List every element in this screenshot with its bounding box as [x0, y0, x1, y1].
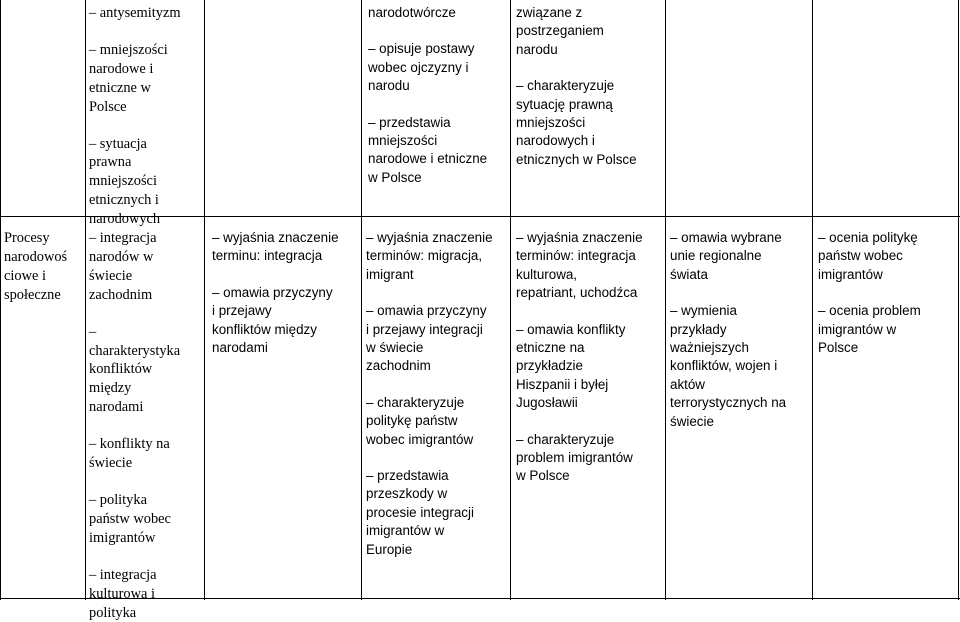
- paragraph-gap: [516, 303, 662, 321]
- cell-text: Polsce: [89, 99, 127, 115]
- cell-text-line: [368, 40, 506, 58]
- cell-text-line: [89, 60, 199, 79]
- column-divider: [204, 0, 205, 600]
- cell-text-line: [89, 248, 199, 267]
- bullet-dash: –: [366, 230, 377, 245]
- cell-text: przedstawia: [379, 115, 450, 130]
- cell-text: wobec imigrantów: [366, 432, 473, 447]
- table-cell: [368, 4, 506, 187]
- cell-text-line: [212, 229, 358, 247]
- cell-text-line: [89, 360, 199, 379]
- table-cell: [366, 229, 508, 559]
- bullet-dash: –: [516, 322, 527, 337]
- bullet-dash: –: [670, 230, 681, 245]
- cell-text-line: [516, 266, 662, 284]
- cell-text: w Polsce: [368, 170, 422, 185]
- cell-text: politykę państw: [366, 413, 458, 428]
- cell-text-line: [516, 96, 662, 114]
- cell-text-line: [818, 321, 956, 339]
- cell-text: sytuację prawną: [516, 97, 613, 112]
- cell-text-line: [366, 485, 508, 503]
- cell-text-line: [366, 412, 508, 430]
- cell-text-line: [212, 321, 358, 339]
- cell-text: omawia wybrane: [681, 230, 781, 245]
- cell-text-line: [516, 339, 662, 357]
- cell-text: konflikty na: [100, 436, 170, 452]
- bullet-dash: –: [366, 303, 377, 318]
- paragraph-gap: [366, 284, 508, 302]
- cell-text: etniczne na: [516, 340, 585, 355]
- paragraph-gap: [516, 413, 662, 431]
- cell-text: imigrantów w: [818, 322, 896, 337]
- cell-text-line: [89, 79, 199, 98]
- cell-text: świecie: [89, 268, 132, 284]
- cell-text-line: [212, 302, 358, 320]
- cell-text-line: [366, 302, 508, 320]
- cell-text-line: [368, 114, 506, 132]
- cell-text-line: [516, 77, 662, 95]
- cell-text: przedstawia: [377, 468, 448, 483]
- cell-text: przykładzie: [516, 358, 583, 373]
- cell-text: polityka: [89, 605, 136, 621]
- paragraph-gap: [89, 117, 199, 135]
- cell-text-line: [89, 323, 199, 342]
- cell-text-line: [366, 431, 508, 449]
- cell-text: ciowe i: [4, 268, 46, 284]
- cell-text: mniejszości: [89, 173, 157, 189]
- cell-text: narodowych i: [516, 133, 595, 148]
- cell-text-line: [670, 302, 810, 320]
- cell-text: polityka: [100, 492, 147, 508]
- cell-text-line: [212, 284, 358, 302]
- cell-text: narodotwórcze: [368, 5, 456, 20]
- cell-text: etniczne w: [89, 80, 151, 96]
- table-cell: [670, 229, 810, 431]
- paragraph-gap: [212, 266, 358, 284]
- cell-text-line: [89, 435, 199, 454]
- cell-text: konfliktów: [89, 361, 152, 377]
- cell-text: narodami: [89, 399, 143, 415]
- cell-text: mniejszości: [100, 42, 168, 58]
- table-cell: [516, 229, 662, 486]
- cell-text-line: [89, 229, 199, 248]
- cell-text-line: [670, 321, 810, 339]
- cell-text: świata: [670, 267, 708, 282]
- cell-text-line: [516, 357, 662, 375]
- cell-text: charakterystyka: [89, 343, 180, 359]
- cell-text: terminów: migracja,: [366, 248, 482, 263]
- cell-text-line: [89, 585, 199, 604]
- cell-text-line: [89, 342, 199, 361]
- cell-text: Jugosławii: [516, 395, 578, 410]
- cell-text-line: [366, 321, 508, 339]
- cell-text: integracja: [100, 230, 157, 246]
- cell-text-line: [516, 229, 662, 247]
- paragraph-gap: [516, 59, 662, 77]
- cell-text-line: [516, 431, 662, 449]
- cell-text-line: [89, 4, 199, 23]
- cell-text-line: [670, 229, 810, 247]
- cell-text-line: [366, 229, 508, 247]
- cell-text: zachodnim: [89, 287, 152, 303]
- cell-text: prawna: [89, 154, 131, 170]
- cell-text: w świecie: [366, 340, 423, 355]
- cell-text: etnicznych i: [89, 192, 159, 208]
- bullet-dash: –: [212, 285, 223, 300]
- bullet-dash: –: [89, 5, 100, 21]
- bullet-dash: –: [366, 468, 377, 483]
- cell-text-line: [4, 248, 84, 267]
- bullet-dash: –: [89, 436, 100, 452]
- cell-text: społeczne: [4, 287, 61, 303]
- bullet-dash: –: [368, 115, 379, 130]
- cell-text: ocenia problem: [829, 303, 921, 318]
- cell-text: mniejszości: [368, 133, 437, 148]
- cell-text: Hiszpanii i byłej: [516, 377, 608, 392]
- cell-text: narodowych: [89, 211, 160, 227]
- cell-text-line: [89, 41, 199, 60]
- cell-text-line: [516, 321, 662, 339]
- cell-text: charakteryzuje: [527, 78, 614, 93]
- cell-text-line: [818, 229, 956, 247]
- cell-text-line: [212, 339, 358, 357]
- cell-text-line: [89, 566, 199, 585]
- bullet-dash: –: [516, 230, 527, 245]
- cell-text-line: [818, 266, 956, 284]
- cell-text-line: [670, 376, 810, 394]
- cell-text-line: [89, 604, 199, 622]
- cell-text-line: [89, 529, 199, 548]
- cell-text: konfliktów, wojen i: [670, 358, 777, 373]
- cell-text-line: [89, 286, 199, 305]
- table-cell: [4, 229, 84, 305]
- column-divider: [361, 0, 362, 600]
- cell-text: aktów: [670, 377, 705, 392]
- bullet-dash: –: [89, 567, 100, 583]
- bullet-dash: –: [89, 492, 100, 508]
- cell-text: narodu: [368, 78, 410, 93]
- cell-text-line: [368, 59, 506, 77]
- cell-text-line: [516, 467, 662, 485]
- paragraph-gap: [89, 473, 199, 491]
- paragraph-gap: [366, 376, 508, 394]
- table-border-left: [0, 0, 1, 600]
- cell-text: państw wobec: [89, 511, 171, 527]
- cell-text-line: [89, 135, 199, 154]
- cell-text-line: [366, 541, 508, 559]
- cell-text-line: [368, 132, 506, 150]
- cell-text: wobec ojczyzny i: [368, 60, 468, 75]
- cell-text: imigrant: [366, 267, 414, 282]
- cell-text-line: [366, 504, 508, 522]
- paragraph-gap: [818, 284, 956, 302]
- cell-text: opisuje postawy: [379, 41, 474, 56]
- cell-text-line: [368, 4, 506, 22]
- paragraph-gap: [368, 22, 506, 40]
- cell-text: charakteryzuje: [527, 432, 614, 447]
- table-cell: [212, 229, 358, 357]
- cell-text: przeszkody w: [366, 486, 447, 501]
- bullet-dash: –: [89, 136, 100, 152]
- cell-text: wyjaśnia znaczenie: [223, 230, 338, 245]
- cell-text: między: [89, 380, 131, 396]
- cell-text: sytuacja: [100, 136, 147, 152]
- cell-text: terrorystycznych na: [670, 395, 786, 410]
- cell-text: zachodnim: [366, 358, 431, 373]
- cell-text-line: [670, 413, 810, 431]
- cell-text: narodu: [516, 42, 558, 57]
- cell-text: etnicznych w Polsce: [516, 152, 637, 167]
- bullet-dash: –: [516, 78, 527, 93]
- table-cell: [89, 4, 199, 229]
- cell-text-line: [366, 357, 508, 375]
- cell-text: kulturowa i: [89, 586, 155, 602]
- bullet-dash: –: [212, 230, 223, 245]
- cell-text-line: [366, 339, 508, 357]
- cell-text: omawia przyczyny: [377, 303, 486, 318]
- cell-text-line: [89, 191, 199, 210]
- cell-text-line: [89, 398, 199, 417]
- cell-text: imigrantów: [818, 267, 883, 282]
- bullet-dash: –: [670, 303, 681, 318]
- cell-text-line: [670, 266, 810, 284]
- cell-text: mniejszości: [516, 115, 585, 130]
- cell-text: Europie: [366, 542, 412, 557]
- cell-text-line: [516, 376, 662, 394]
- cell-text: związane z: [516, 5, 582, 20]
- cell-text: terminu: integracja: [212, 248, 322, 263]
- cell-text-line: [516, 4, 662, 22]
- cell-text: narodowe i etniczne: [368, 151, 487, 166]
- cell-text: Polsce: [818, 340, 858, 355]
- cell-text: narodowe i: [89, 61, 153, 77]
- cell-text: ważniejszych: [670, 340, 749, 355]
- cell-text: terminów: integracja: [516, 248, 636, 263]
- column-divider: [812, 0, 813, 600]
- cell-text-line: [4, 267, 84, 286]
- cell-text: procesie integracji: [366, 505, 474, 520]
- cell-text: ocenia politykę: [829, 230, 918, 245]
- cell-text: kulturowa,: [516, 267, 577, 282]
- cell-text: repatriant, uchodźca: [516, 285, 637, 300]
- paragraph-gap: [670, 284, 810, 302]
- cell-text-line: [89, 267, 199, 286]
- cell-text-line: [670, 357, 810, 375]
- cell-text-line: [818, 339, 956, 357]
- table-cell: [89, 229, 199, 622]
- cell-text-line: [89, 491, 199, 510]
- cell-text-line: [212, 247, 358, 265]
- paragraph-gap: [89, 417, 199, 435]
- cell-text-line: [516, 132, 662, 150]
- column-divider: [665, 0, 666, 600]
- cell-text-line: [89, 210, 199, 229]
- cell-text-line: [368, 150, 506, 168]
- cell-text: państw wobec: [818, 248, 903, 263]
- paragraph-gap: [366, 449, 508, 467]
- bullet-dash: –: [89, 42, 100, 58]
- cell-text: antysemityzm: [100, 5, 181, 21]
- cell-text-line: [516, 247, 662, 265]
- cell-text: unie regionalne: [670, 248, 762, 263]
- cell-text-line: [516, 284, 662, 302]
- cell-text: wymienia: [681, 303, 737, 318]
- cell-text-line: [4, 229, 84, 248]
- bullet-dash: –: [516, 432, 527, 447]
- cell-text-line: [89, 510, 199, 529]
- cell-text-line: [89, 98, 199, 117]
- cell-text-line: [516, 114, 662, 132]
- cell-text: konfliktów między: [212, 322, 317, 337]
- cell-text-line: [516, 449, 662, 467]
- cell-text-line: [368, 77, 506, 95]
- bullet-dash: –: [818, 230, 829, 245]
- cell-text-line: [670, 394, 810, 412]
- cell-text-line: [516, 22, 662, 40]
- cell-text: świecie: [670, 414, 714, 429]
- cell-text: i przejawy: [212, 303, 272, 318]
- cell-text: omawia przyczyny: [223, 285, 332, 300]
- cell-text-line: [516, 151, 662, 169]
- cell-text-line: [366, 522, 508, 540]
- cell-text-line: [818, 247, 956, 265]
- paragraph-gap: [368, 96, 506, 114]
- cell-text-line: [368, 169, 506, 187]
- cell-text: wyjaśnia znaczenie: [527, 230, 642, 245]
- cell-text: postrzeganiem: [516, 23, 604, 38]
- table-cell: [818, 229, 956, 357]
- bullet-dash: –: [89, 230, 100, 246]
- cell-text: narodowoś: [4, 249, 67, 265]
- paragraph-gap: [89, 548, 199, 566]
- cell-text-line: [366, 394, 508, 412]
- cell-text: –: [89, 324, 96, 340]
- paragraph-gap: [89, 23, 199, 41]
- table-cell: [516, 4, 662, 169]
- cell-text-line: [366, 467, 508, 485]
- cell-text: problem imigrantów: [516, 450, 633, 465]
- bullet-dash: –: [366, 395, 377, 410]
- cell-text: narodów w: [89, 249, 153, 265]
- cell-text: i przejawy integracji: [366, 322, 483, 337]
- table-border-right: [958, 0, 959, 600]
- cell-text-line: [818, 302, 956, 320]
- cell-text: Procesy: [4, 230, 50, 246]
- cell-text-line: [4, 286, 84, 305]
- column-divider: [85, 0, 86, 600]
- cell-text-line: [366, 266, 508, 284]
- cell-text-line: [89, 153, 199, 172]
- bullet-dash: –: [368, 41, 379, 56]
- cell-text: świecie: [89, 455, 132, 471]
- cell-text-line: [516, 394, 662, 412]
- cell-text: wyjaśnia znaczenie: [377, 230, 492, 245]
- cell-text: imigrantów: [89, 530, 155, 546]
- cell-text: omawia konflikty: [527, 322, 625, 337]
- cell-text: przykłady: [670, 322, 727, 337]
- paragraph-gap: [89, 305, 199, 323]
- cell-text-line: [516, 41, 662, 59]
- bullet-dash: –: [818, 303, 829, 318]
- cell-text-line: [670, 339, 810, 357]
- cell-text: imigrantów w: [366, 523, 444, 538]
- cell-text: narodami: [212, 340, 268, 355]
- cell-text-line: [89, 172, 199, 191]
- cell-text: charakteryzuje: [377, 395, 464, 410]
- cell-text-line: [89, 454, 199, 473]
- cell-text-line: [89, 379, 199, 398]
- cell-text: w Polsce: [516, 468, 570, 483]
- column-divider: [510, 0, 511, 600]
- cell-text-line: [670, 247, 810, 265]
- cell-text-line: [366, 247, 508, 265]
- cell-text: integracja: [100, 567, 157, 583]
